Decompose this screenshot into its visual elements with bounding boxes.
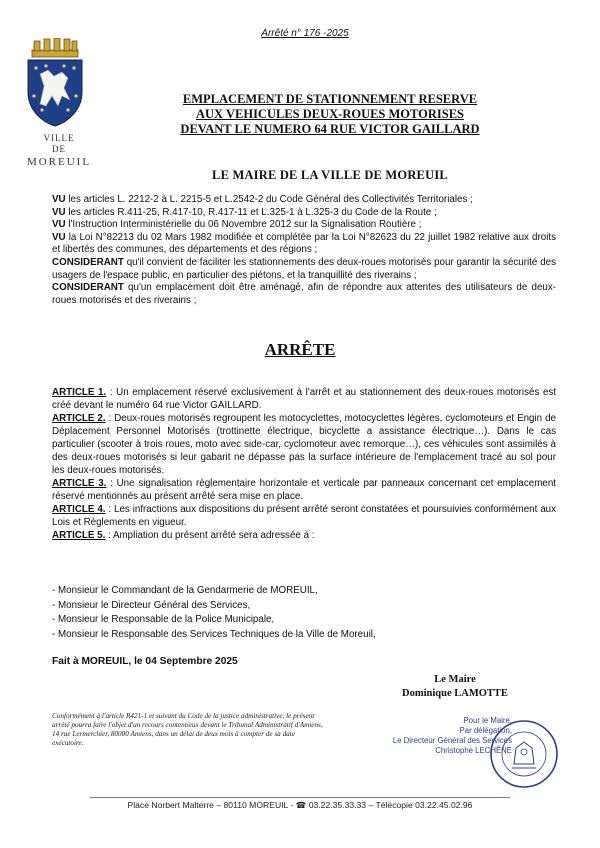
article-paragraph [52, 477, 556, 503]
fait-date: 04 Septembre 2025 [145, 656, 238, 667]
visas-section [52, 194, 556, 307]
visa-keyword: VU [52, 206, 66, 218]
document-title-line1: EMPLACEMENT DE STATIONNEMENT RESERVE [182, 92, 478, 106]
article-label: ARTICLE 3. [52, 478, 107, 489]
considerant-paragraph [52, 257, 556, 282]
page-footer: Place Norbert Malterre – 80110 MOREUIL - ☎ 03.22.35.33.33 – Télécopie 03.22.45.02.96 [127, 800, 473, 810]
considerant-text: qu'un emplacement doit être aménagé, afin de répondre aux attentes des utilisateurs de deux-roues motorisés et des riverains ; [52, 282, 556, 306]
recipient-item: - Monsieur le Directeur Général des Services, [52, 599, 251, 611]
delegation-line: Le Directeur Général des Services [392, 736, 512, 745]
articles-section [52, 386, 556, 542]
arrete-number: Arrêté n° 176 -2025 [261, 28, 349, 39]
maire-heading: LE MAIRE DE LA VILLE DE MOREUIL [212, 168, 448, 182]
article-paragraph [52, 386, 556, 412]
article-separator: : [106, 387, 117, 398]
recipient-item: - Monsieur le Commandant de la Gendarmerie de MOREUIL, [52, 585, 318, 596]
fait-prefix: Fait à MOREUIL, le [52, 656, 146, 667]
article-label: ARTICLE 5. [52, 530, 106, 541]
article-separator: : [106, 478, 117, 489]
delegation-line: Par délégation, [459, 726, 512, 735]
article-separator: : [105, 530, 113, 541]
visa-text: la Loi N°82213 du 02 Mars 1982 modifiée et complétée par la Loi N°82623 du 22 juillet 1982 relative aux droits et libertés des communes, des départements et des régions ; [52, 231, 556, 256]
article-text: Ampliation du présent arrêté sera adressée à : [112, 530, 315, 541]
town-label-line1: VILLE [43, 133, 75, 143]
recipients-list [52, 584, 556, 642]
visa-text: les articles L. 2212-2 à L. 2215-5 et L.2542-2 du Code Général des Collectivités Territoriales ; [65, 194, 473, 205]
arrete-heading: ARRÊTE [264, 340, 336, 359]
signature-title: Le Maire [434, 674, 476, 685]
document-title-line2: AUX VEHICULES DEUX-ROUES MOTORISES [196, 107, 464, 121]
signature-name: Dominique LAMOTTE [402, 688, 508, 699]
town-crest-icon [22, 38, 88, 128]
footer-divider [90, 797, 510, 798]
delegation-line: Christophe LECHÊNE [435, 746, 512, 755]
fait-a-line [52, 656, 312, 667]
visa-paragraph [52, 232, 556, 257]
visa-text: l'Instruction Interministérielle du 06 Novembre 2012 sur la Signalisation Routière ; [65, 219, 422, 231]
visa-paragraph [52, 219, 556, 232]
article-separator: : [105, 504, 115, 515]
visa-keyword: VU [52, 194, 66, 205]
considerant-keyword: CONSIDERANT [52, 256, 124, 268]
legal-notice: Conformément à l'article R421-1 et suivant du Code de la justice administrative, le présent arrêté pourra faire l'objet d'un recours contentieux devant le Tribunal Administratif d'Amiens, 14 rue Lermerchier, 80000 Amiens, dans un délai de deux mois à compter de sa date exécutoire. [52, 712, 323, 747]
town-label [20, 133, 98, 169]
article-text: Deux-roues motorisés regroupent les motocyclettes, motocyclettes légères, cyclomoteurs et Engin de Déplacement Personnel Motorisés (trottinette électrique, bicyclette a assistance électrique…). Dans le cas particulier (scooter à trois roues, moto avec side-car, cyclomoteur avec remorque…), ces véhicules sont assimilés à des deux-roues motorisés si leur gabarit ne dépasse pas la surface intérieure de l'emplacement tracé au sol pour les deux-roues motorisés. [52, 413, 556, 476]
considerant-keyword: CONSIDERANT [52, 282, 124, 294]
considerant-paragraph [52, 282, 556, 307]
considerant-text: qu'il convient de faciliter les stationnements des deux-roues motorisés pour garantir la sécurité des usagers de l'espace public, en particulier des piétons, et la tranquillité des riverains ; [52, 256, 556, 281]
document-title-line3: DEVANT LE NUMERO 64 RUE VICTOR GAILLARD [180, 122, 480, 136]
visa-keyword: VU [52, 219, 66, 231]
visa-paragraph [52, 207, 556, 220]
article-text: Un emplacement réservé exclusivement à l'arrêt et au stationnement des deux-roues motorisés est créé devant le numéro 64 rue Victor GAILLARD. [52, 387, 557, 411]
town-label-name: MOREUIL [26, 156, 92, 168]
document-title [130, 92, 530, 137]
town-label-line2: DE [52, 144, 66, 154]
article-label: ARTICLE 2. [52, 413, 106, 424]
delegation-stamp [342, 716, 512, 756]
mairie-seal-icon [488, 718, 560, 790]
delegation-line: Pour le Maire, [463, 716, 512, 725]
article-label: ARTICLE 1. [52, 387, 107, 398]
article-paragraph [52, 529, 556, 542]
article-label: ARTICLE 4. [52, 504, 106, 515]
article-separator: : [105, 413, 115, 424]
article-text: Une signalisation règlementaire horizontale et verticale par panneaux concernant cet emplacement réservé mentionnés au présent arrêté sera mise en place. [52, 478, 556, 502]
article-text: Les infractions aux dispositions du présent arrêté seront constatées et poursuivies conformément aux Lois et Règlements en vigueur. [52, 504, 556, 528]
article-paragraph [52, 503, 556, 529]
article-paragraph [52, 412, 556, 477]
visa-paragraph [52, 194, 556, 207]
visa-text: les articles R.411-25, R.417-10, R.417-11 et L.325-1 à L.325-3 du Code de la Route ; [65, 206, 437, 218]
recipient-item: - Monsieur le Responsable de la Police Municipale, [52, 614, 275, 625]
visa-keyword: VU [52, 231, 66, 243]
recipient-item: - Monsieur le Responsable des Services Techniques de la Ville de Moreuil, [52, 628, 376, 640]
